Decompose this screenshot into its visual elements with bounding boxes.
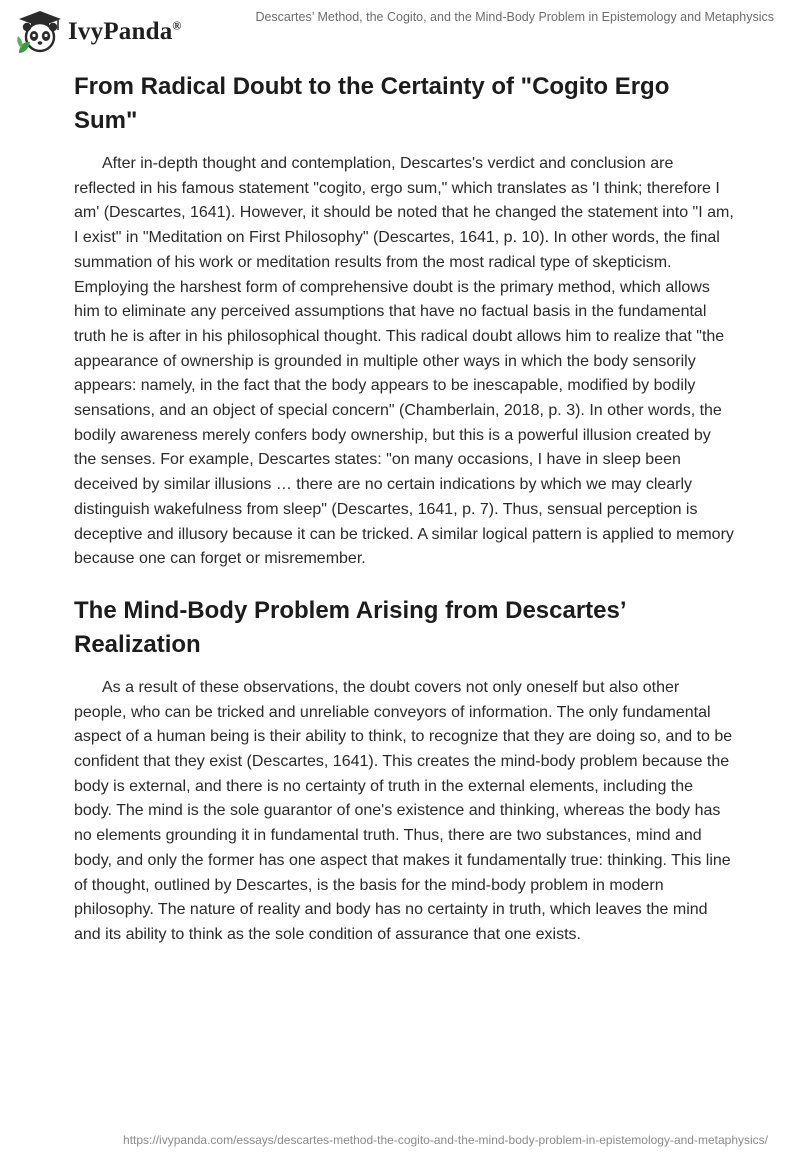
page-header — [0, 0, 800, 62]
panda-graduate-icon — [16, 8, 64, 56]
brand-name: IvyPanda® — [68, 18, 182, 45]
ivypanda-logo[interactable] — [16, 8, 182, 56]
section-heading-mind-body: The Mind-Body Problem Arising from Descartes’ Realization — [74, 596, 626, 658]
section-paragraph-radical-doubt: After in-depth thought and contemplation, Descartes's verdict and conclusion are reflected in his famous statement "cogito, ergo sum," which translates as 'I think; therefore I am' (Descartes, 1641). However, it should be noted that he changed the statement into "I am, I exist" in "Meditation on First Philosophy" (Descartes, 1641, p. 10). In other words, the final summation of his work or meditation results from the most radical type of skepticism. Employing the harshest form of comprehensive doubt is the primary method, which allows him to eliminate any perceived assumptions that have no factual basis in the fundamental truth he is after in his philosophical thought. This radical doubt allows him to realize that "the appearance of ownership is grounded in multiple other ways in which the body sensorily appears: namely, in the fact that the body appears to be inescapable, modified by bodily sensations, and an object of special concern" (Chamberlain, 2018, p. 3). In other words, the bodily awareness merely confers body ownership, but this is a powerful illusion created by the senses. For example, Descartes states: "on many occasions, I have in sleep been deceived by similar illusions … there are no certain indications by which we may clearly distinguish wakefulness from sleep" (Descartes, 1641, p. 7). Thus, sensual perception is deceptive and illusory because it can be tricked. A similar logical pattern is applied to memory because one can forget or misremember. — [74, 155, 734, 568]
registered-mark: ® — [172, 18, 182, 33]
section-heading-radical-doubt: From Radical Doubt to the Certainty of "Cogito Ergo Sum" — [74, 73, 670, 134]
document-title: Descartes’ Method, the Cogito, and the Mind-Body Problem in Epistemology and Metaphysics — [255, 10, 774, 24]
section-paragraph-mind-body: As a result of these observations, the doubt covers not only oneself but also other people, who can be tricked and unreliable conveyors of information. The only fundamental aspect of a human being is their ability to think, to recognize that they are doing so, and to be confident that they exist (Descartes, 1641). This creates the mind-body problem because the body is external, and there is no certainty of truth in the external elements, including the body. The mind is the sole guarantor of one's existence and thinking, whereas the body has no elements grounding it in fundamental truth. Thus, there are two substances, mind and body, and only the former has one aspect that makes it fundamentally true: thinking. This line of thought, outlined by Descartes, is the basis for the mind-body problem in modern philosophy. The nature of reality and body has no certainty in truth, which leaves the mind and its ability to think as the sole condition of assurance that one exists. — [74, 678, 733, 943]
essay-content — [74, 70, 734, 948]
source-url-link[interactable]: https://ivypanda.com/essays/descartes-method-the-cogito-and-the-mind-body-problem-in-epistemology-and-metaphysics/ — [123, 1133, 768, 1147]
